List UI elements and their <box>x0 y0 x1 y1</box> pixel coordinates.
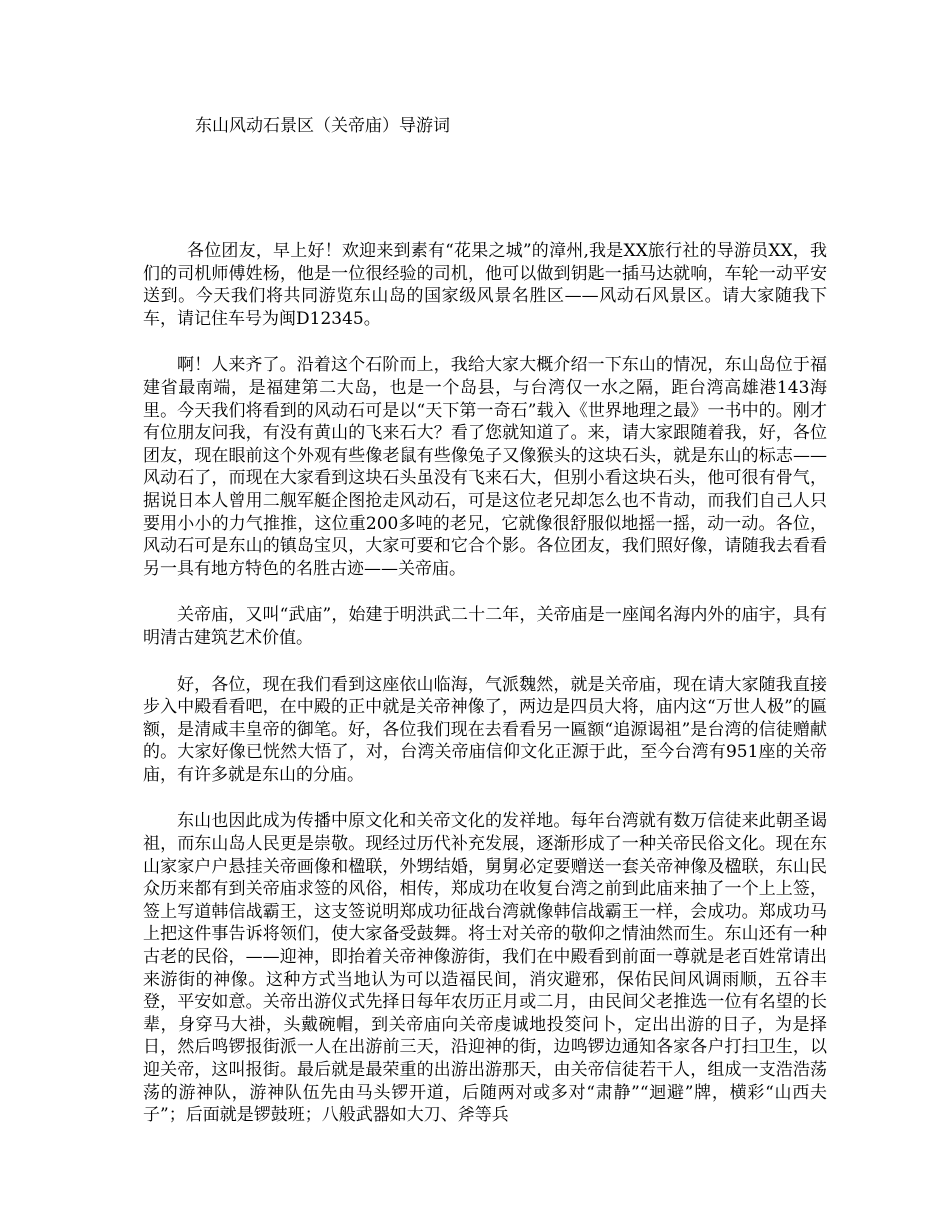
paragraph-wind-moving-stone: 啊！人来齐了。沿着这个石阶而上，我给大家大概介绍一下东山的情况，东山岛位于福建省最南端，是福建第二大岛，也是一个岛县，与台湾仅一水之隔，距台湾高雄港143海里。今天我们将看到的风动石可是以“天下第一奇石”载入《世界地理之最》一书中的。刚才有位朋友问我，有没有黄山的飞来石大？看了您就知道了。来，请大家跟随着我，好，各位团友，现在眼前这个外观有些像老鼠有些像兔子又像猴头的这块石头，就是东山的标志——风动石了，而现在大家看到这块石头虽没有飞来石大，但别小看这块石头，他可很有骨气，据说日本人曾用二舰军艇企图抢走风动石，可是这位老兄却怎么也不肯动，而我们自己人只要用小小的力气推推，这位重200多吨的老兄，它就像很舒服似地摇一摇，动一动。各位，风动石可是东山的镇岛宝贝，大家可要和它合个影。各位团友，我们照好像，请随我去看看另一具有地方特色的名胜古迹——关帝庙。 <box>143 355 827 579</box>
paragraph-middle-hall: 好，各位，现在我们看到这座依山临海，气派魏然，就是关帝庙，现在请大家随我直接步入中殿看看吧，在中殿的正中就是关帝神像了，两边是四员大将，庙内这“万世人极”的匾额，是清咸丰皇帝的御笔。好，各位我们现在去看看另一匾额“追源谒祖”是台湾的信徒赠献的。大家好像已恍然大悟了，对，台湾关帝庙信仰文化正源于此，至今台湾有951座的关帝庙，有许多就是东山的分庙。 <box>143 674 827 785</box>
document-title: 东山风动石景区（关帝庙）导游词 <box>195 116 450 136</box>
paragraph-guandi-temple-intro: 关帝庙，又叫“武庙”，始建于明洪武二十二年，关帝庙是一座闻名海内外的庙宇，具有明清古建筑艺术价值。 <box>143 605 827 648</box>
paragraph-folk-culture: 东山也因此成为传播中原文化和关帝文化的发祥地。每年台湾就有数万信徒来此朝圣谒祖，而东山岛人民更是崇敬。现经过历代补充发展，逐渐形成了一种关帝民俗文化。现在东山家家户户悬挂关帝画像和楹联，外甥结婚，舅舅必定要赠送一套关帝神像及楹联，东山民众历来都有到关帝庙求签的风俗，相传，郑成功在收复台湾之前到此庙来抽了一个上上签，签上写道韩信战霸王，这支签说明郑成功征战台湾就像韩信战霸王一样，会成功。郑成功马上把这件事告诉将领们，使大家备受鼓舞。将士对关帝的敬仰之情油然而生。东山还有一种古老的民俗，——迎神，即抬着关帝神像游街，我们在中殿看到前面一尊就是老百姓常请出来游街的神像。这种方式当地认为可以造福民间，消灾避邪，保佑民间风调雨顺，五谷丰登，平安如意。关帝出游仪式先择日每年农历正月或二月，由民间父老推选一位有名望的长辈，身穿马大褂，头戴碗帽，到关帝庙向关帝虔诚地投筊问卜，定出出游的日子，为是择日，然后鸣锣报街派一人在出游前三天，沿迎神的街，边鸣锣边通知各家各户打扫卫生，以迎关帝，这叫报街。最后就是最荣重的出游出游那天，由关帝信徒若干人，组成一支浩浩荡荡的游神队，游神队伍先由马头锣开道，后随两对或多对“肃静”“迴避”牌，横彩“山西夫子”；后面就是锣鼓班；八般武器如大刀、斧等兵 <box>143 811 827 1126</box>
paragraph-welcome: 各位团友，早上好！欢迎来到素有“花果之城”的漳州,我是XX旅行社的导游员XX，我们的司机师傅姓杨，他是一位很经验的司机，他可以做到钥匙一插马达就响，车轮一动平安送到。今天我们将共同游览东山岛的国家级风景名胜区——风动石风景区。请大家随我下车，请记住车号为闽D12345。 <box>143 241 827 329</box>
document-body <box>143 240 827 1151</box>
